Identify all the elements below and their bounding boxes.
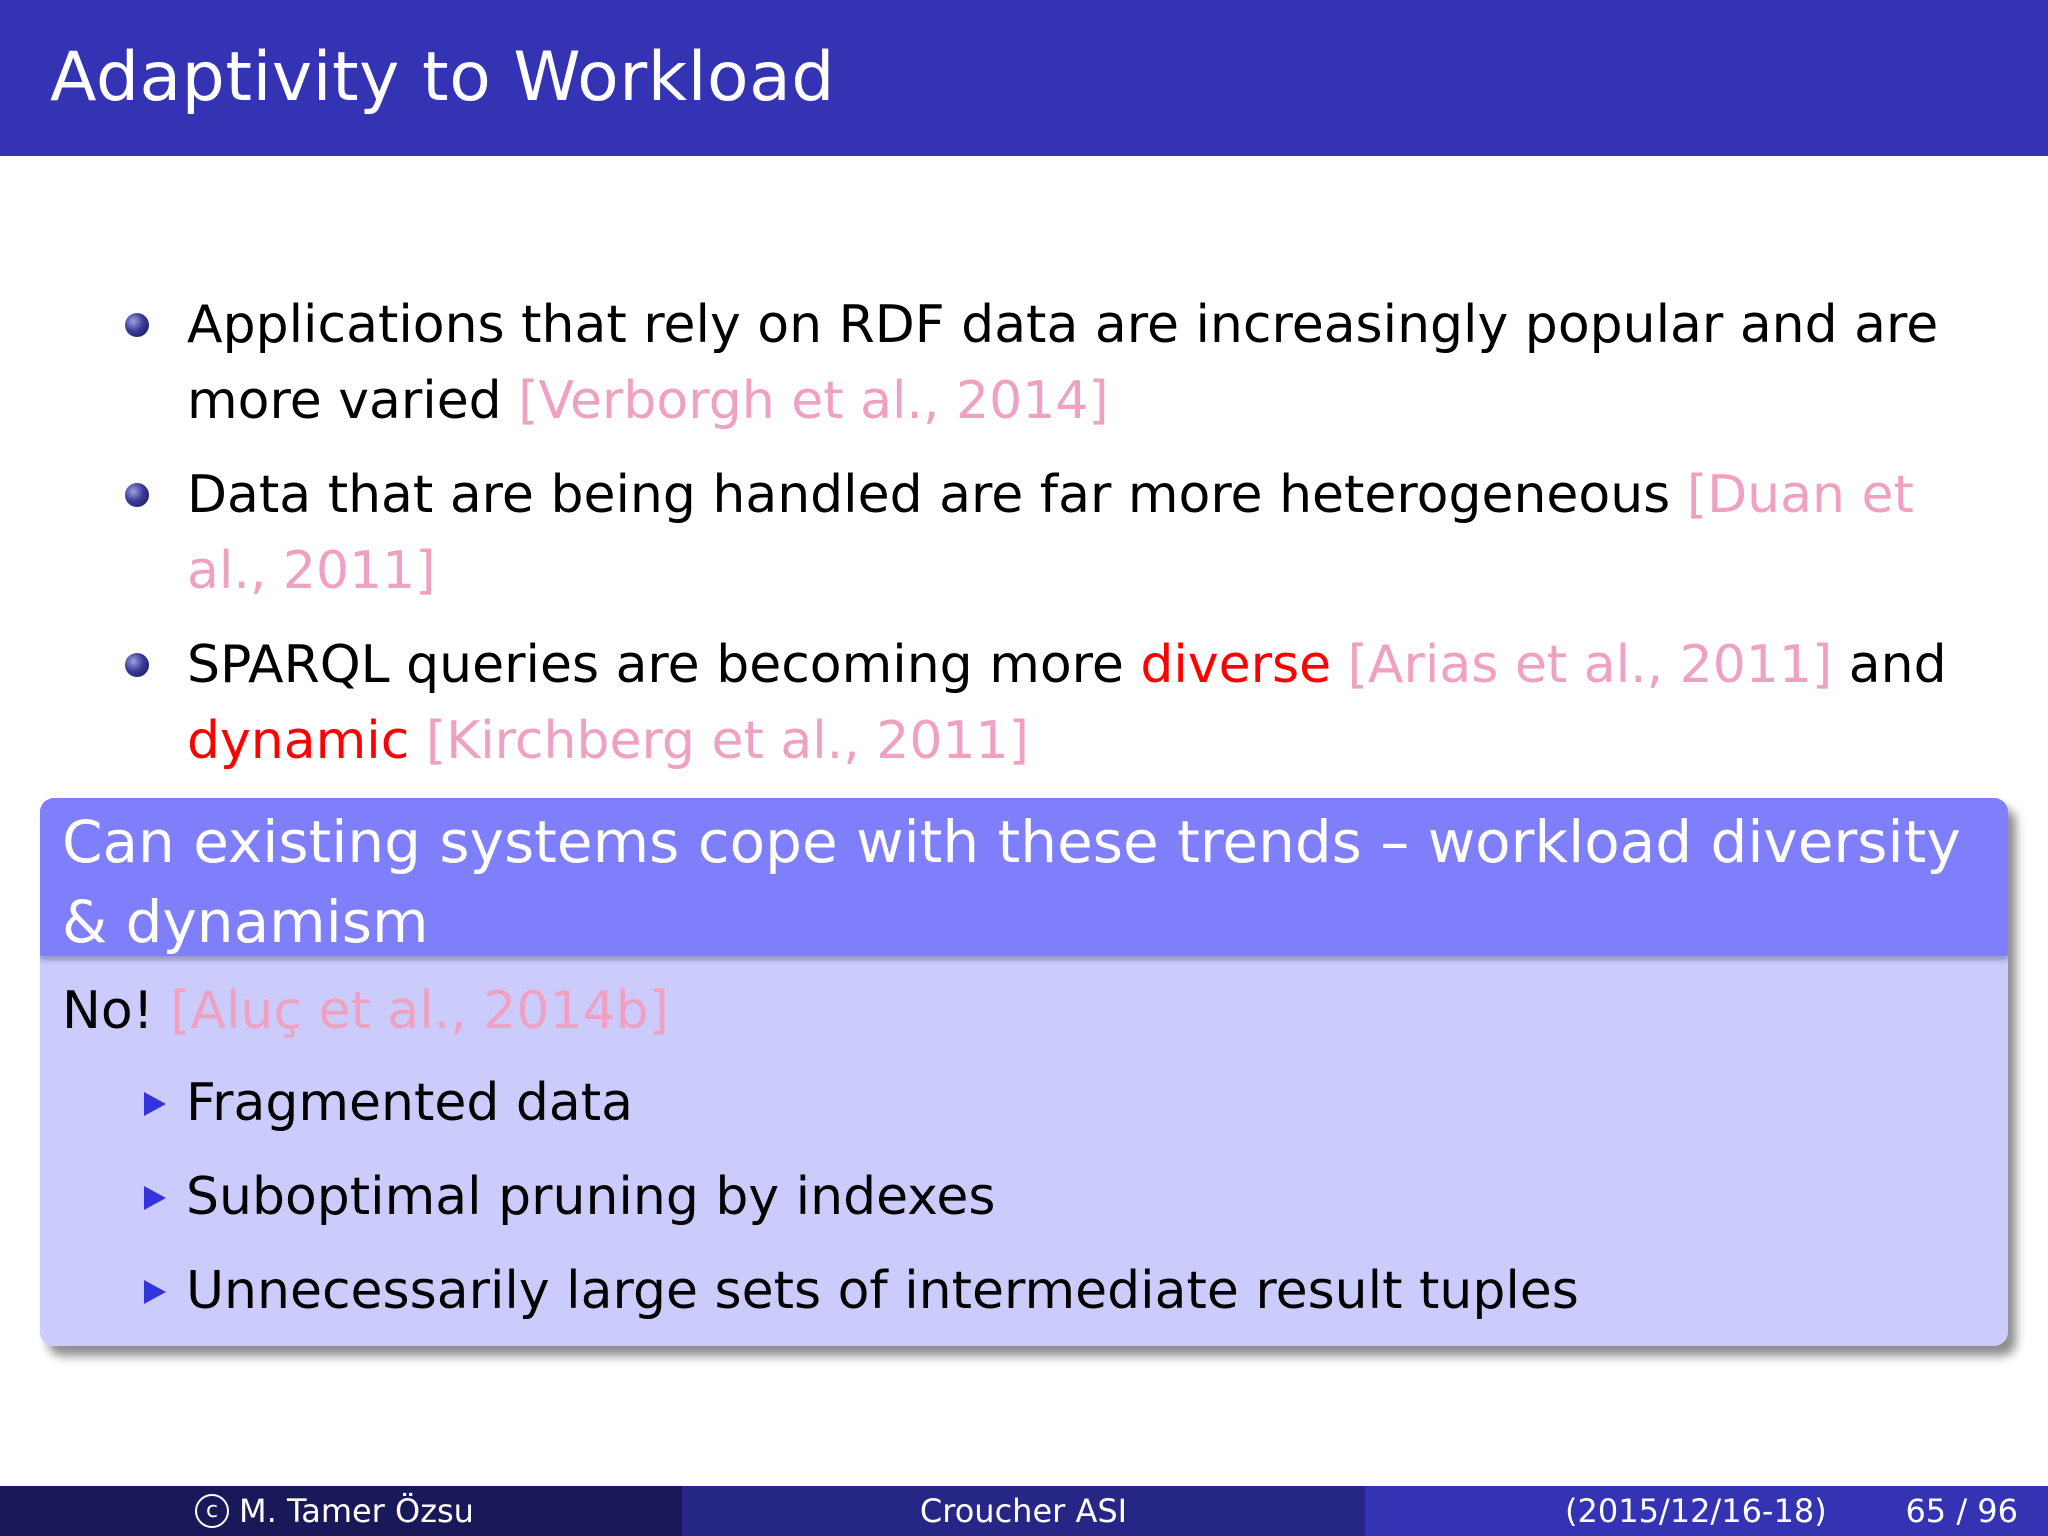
triangle-bullet-icon: [144, 1280, 166, 1304]
sub-bullet-text: Fragmented data: [186, 1073, 634, 1133]
title-bar: [0, 0, 2048, 156]
slide-title: Adaptivity to Workload: [50, 38, 835, 117]
bullet-item: [125, 287, 1995, 439]
footer-author-section: [0, 1486, 682, 1536]
sub-bullet-item: [62, 1252, 1986, 1330]
footer-date: (2015/12/16-18): [1565, 1492, 1827, 1530]
footer-event-section: [682, 1486, 1365, 1536]
sub-bullet-item: [62, 1064, 1986, 1142]
footer-date-section: [1365, 1486, 2048, 1536]
bullet-text: Applications that rely on RDF data are increasingly popular and are more varied: [187, 295, 1939, 431]
citation[interactable]: [Kirchberg et al., 2011]: [425, 711, 1029, 771]
bullet-ball-icon: [125, 483, 149, 507]
sub-bullet-list: [62, 1064, 1986, 1330]
citation[interactable]: [Arias et al., 2011]: [1347, 635, 1833, 695]
footer-author: M. Tamer Özsu: [239, 1492, 474, 1530]
bullet-ball-icon: [125, 313, 149, 337]
triangle-bullet-icon: [144, 1186, 166, 1210]
block-body: [40, 956, 2008, 1330]
block-title: Can existing systems cope with these trends – workload diversity & dynamism: [40, 798, 2008, 956]
sub-bullet-text: Suboptimal pruning by indexes: [186, 1167, 996, 1227]
triangle-bullet-icon: [144, 1092, 166, 1116]
block-answer: [62, 972, 1986, 1050]
citation[interactable]: [Aluç et al., 2014b]: [170, 981, 669, 1041]
citation[interactable]: [Verborgh et al., 2014]: [518, 371, 1109, 431]
footer-event: Croucher ASI: [919, 1492, 1128, 1530]
bullet-text: Data that are being handled are far more heterogeneous: [187, 465, 1687, 525]
question-block: [40, 798, 2008, 1346]
bullet-ball-icon: [125, 653, 149, 677]
footer: [0, 1486, 2048, 1536]
bullet-item: [125, 457, 1995, 609]
copyright: [195, 1486, 474, 1536]
bullet-text: SPARQL queries are becoming more: [187, 635, 1141, 695]
answer-text: No!: [62, 981, 154, 1041]
bullet-text: and: [1832, 635, 1947, 695]
bullet-item: [125, 627, 1995, 779]
sub-bullet-text: Unnecessarily large sets of intermediate result tuples: [186, 1261, 1579, 1321]
copyright-icon: c: [195, 1494, 229, 1528]
bullet-list: [125, 287, 1995, 797]
sub-bullet-item: [62, 1158, 1986, 1236]
emphasis-text: diverse: [1140, 635, 1332, 695]
citation[interactable]: [Duan et al., 2011]: [187, 465, 1914, 601]
emphasis-text: dynamic: [187, 711, 410, 771]
page-number: 65 / 96: [1905, 1492, 2018, 1530]
